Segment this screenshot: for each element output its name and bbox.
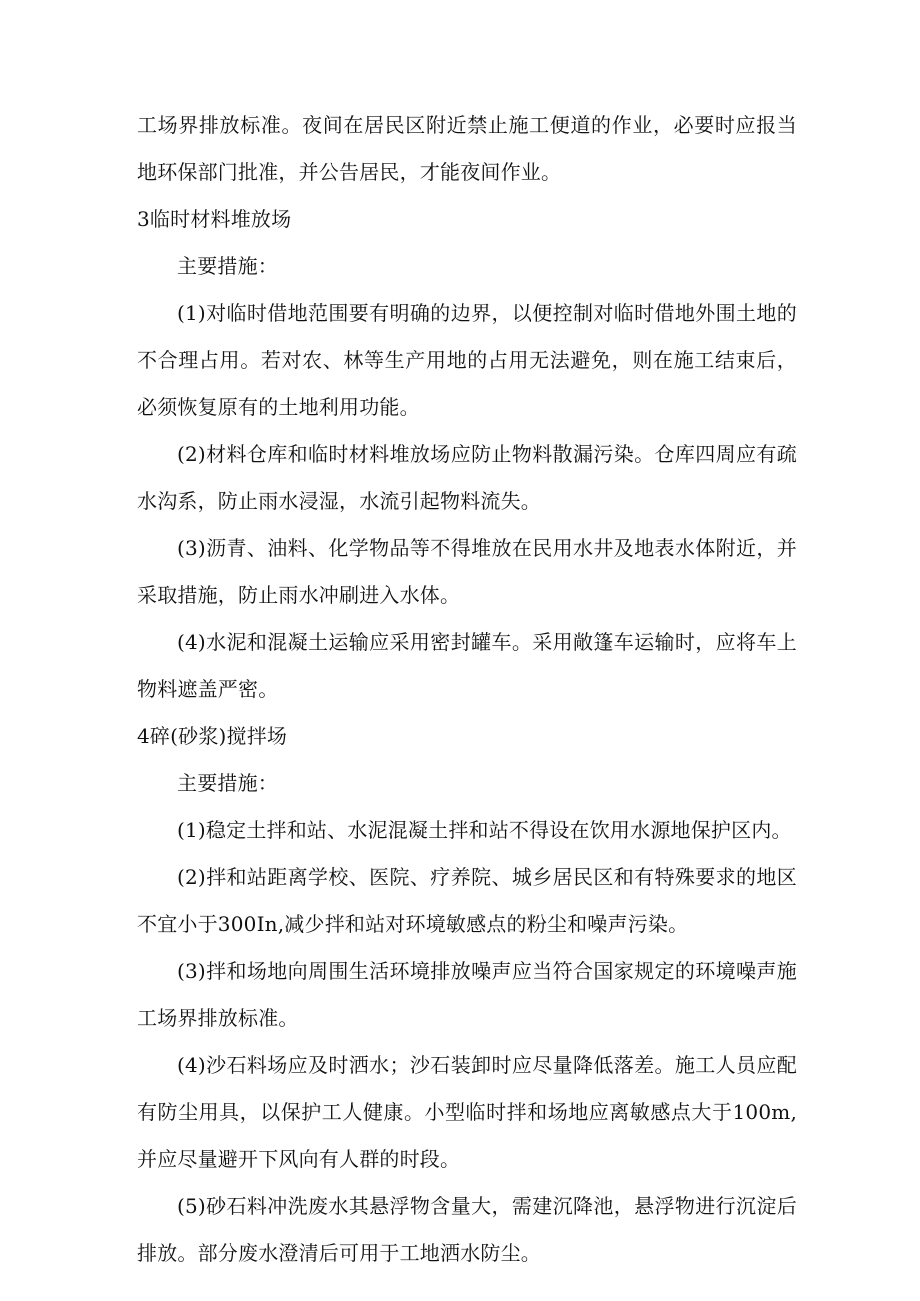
mixing-measure-2: (2)拌和站距离学校、医院、疗养院、城乡居民区和有特殊要求的地区不宜小于300In,减少拌和站对环境敏感点的粉尘和噪声污染。 <box>137 865 797 936</box>
mixing-measure-3: (3)拌和场地向周围生活环境排放噪声应当符合国家规定的环境噪声施工场界排放标准。 <box>137 959 797 1030</box>
measure-1-land-boundary: (1)对临时借地范围要有明确的边界，以便控制对临时借地外围土地的不合理占用。若对农、林等生产用地的占用无法避免，则在施工结束后，必须恢复原有的土地利用功能。 <box>137 301 797 419</box>
main-measures-label-2: 主要措施： <box>177 771 278 795</box>
mixing-measure-5: (5)砂石料冲洗废水其悬浮物含量大，需建沉降池，悬浮物进行沉淀后排放。部分废水澄清后可用于工地洒水防尘。 <box>137 1194 797 1265</box>
measure-2-warehouse-spill: (2)材料仓库和临时材料堆放场应防止物料散漏污染。仓库四周应有疏水沟系，防止雨水浸湿，水流引起物料流失。 <box>137 442 797 513</box>
mixing-measure-4: (4)沙石料场应及时洒水；沙石装卸时应尽量降低落差。施工人员应配有防尘用具，以保护工人健康。小型临时拌和场地应离敏感点大于100m,并应尽量避开下风向有人群的时段。 <box>137 1053 797 1171</box>
main-measures-label: 主要措施： <box>177 254 278 278</box>
measure-4-cement-transport: (4)水泥和混凝土运输应采用密封罐车。采用敞篷车运输时，应将车上物料遮盖严密。 <box>137 630 797 701</box>
section-heading-mixing-yard: 4碎(砂浆)搅拌场 <box>137 724 288 748</box>
measure-3-chemical-storage: (3)沥青、油料、化学物品等不得堆放在民用水井及地表水体附近，并采取措施，防止雨水冲刷进入水体。 <box>137 536 797 607</box>
mixing-measure-1: (1)稳定土拌和站、水泥混凝土拌和站不得设在饮用水源地保护区内。 <box>177 818 792 842</box>
paragraph-continuation: 工场界排放标准。夜间在居民区附近禁止施工便道的作业，必要时应报当地环保部门批准，并公告居民，才能夜间作业。 <box>137 113 797 184</box>
document-body <box>137 102 797 1277</box>
section-heading-temporary-material-yard: 3临时材料堆放场 <box>137 207 292 231</box>
